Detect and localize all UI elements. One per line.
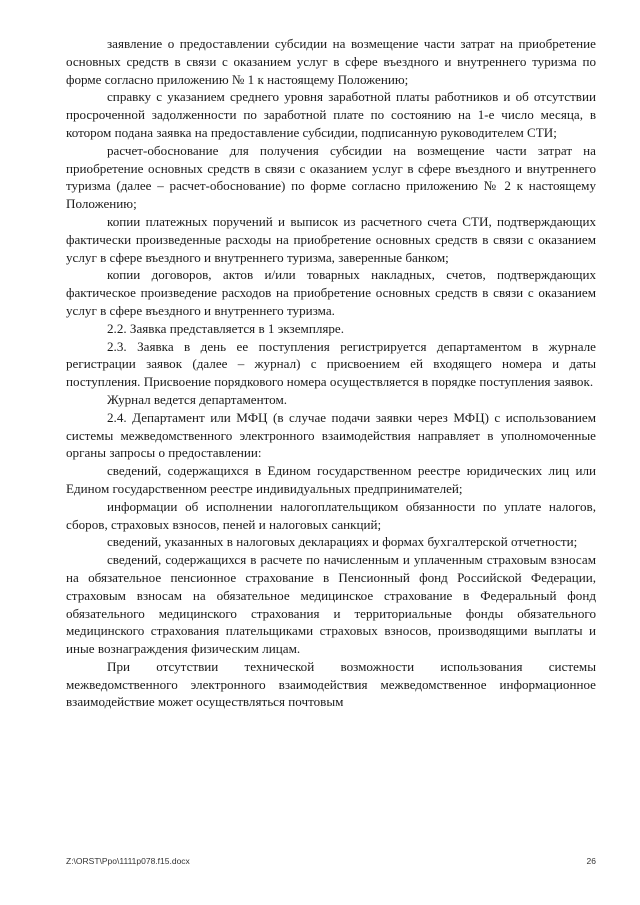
footer-page-number: 26 <box>586 856 596 866</box>
paragraph-application-statement: заявление о предоставлении субсидии на возмещение части затрат на приобретение основных средств в связи с оказанием услуг в сфере въездного и внутреннего туризма по форме согласно приложению № 1 к настоящему Положению; <box>66 36 596 87</box>
paragraph-no-technical-possibility: При отсутствии технической возможности использования системы межведомственного электронного взаимодействия межведомственное информационное взаимодействие может осуществляться почтовым <box>66 658 596 710</box>
paragraph-tax-declarations: сведений, указанных в налоговых декларациях и формах бухгалтерской отчетности; <box>107 534 578 550</box>
footer-file-path: Z:\ORST\Ppo\1111p078.f15.docx <box>66 856 190 866</box>
paragraph-clause-2-4: 2.4. Департамент или МФЦ (в случае подачи заявки через МФЦ) с использованием системы межведомственного электронного взаимодействия направляет в уполномоченные органы запросы о предоставлении: <box>66 409 596 461</box>
paragraph-tax-obligations: информации об исполнении налогоплательщиком обязанности по уплате налогов, сборов, страховых взносов, пеней и налоговых санкций; <box>66 498 596 532</box>
paragraph-insurance-contributions: сведений, содержащихся в расчете по начисленным и уплаченным страховым взносам на обязательное пенсионное страхование в Пенсионный фонд Российской Федерации, страховым взносам на обязательное медицинское страхование в Федеральный фонд обязательного медицинского страхования и территориальные фонды обязательного медицинского страхования плательщиками страховых взносов, производящими выплаты и иные вознаграждения физическим лицам. <box>66 552 596 657</box>
paragraph-registry-info: сведений, содержащихся в Едином государственном реестре юридических лиц или Едином государственном реестре индивидуальных предпринимателей; <box>66 463 596 496</box>
paragraph-contract-copies: копии договоров, актов и/или товарных накладных, счетов, подтверждающих фактическое произведение расходов на приобретение основных средств в связи с оказанием услуг в сфере въездного и внутреннего туризма. <box>66 267 596 318</box>
paragraph-journal-keeping: Журнал ведется департаментом. <box>107 391 288 407</box>
document-body <box>66 35 596 711</box>
paragraph-calculation-justification: расчет-обоснование для получения субсидии на возмещение части затрат на приобретение основных средств в связи с оказанием услуг в сфере въездного и внутреннего туризма (далее – расчет-обоснование) по форме согласно приложению № 2 к настоящему Положению; <box>66 142 596 212</box>
paragraph-salary-certificate: справку с указанием среднего уровня заработной платы работников и об отсутствии просроченной задолженности по заработной плате по состоянию на 1-е число месяца, в котором подана заявка на предоставление субсидии, подписанную руководителем СТИ; <box>66 89 596 140</box>
paragraph-clause-2-2: 2.2. Заявка представляется в 1 экземпляре. <box>107 320 345 336</box>
paragraph-clause-2-3: 2.3. Заявка в день ее поступления регистрируется департаментом в журнале регистрации заявок (далее – журнал) с присвоением ей входящего номера и даты поступления. Присвоение порядкового номера осуществляется в порядке поступления заявок. <box>66 338 596 390</box>
paragraph-payment-orders: копии платежных поручений и выписок из расчетного счета СТИ, подтверждающих фактически произведенные расходы на приобретение основных средств в связи с оказанием услуг в сфере въездного и внутреннего туризма, заверенные банком; <box>66 213 596 265</box>
